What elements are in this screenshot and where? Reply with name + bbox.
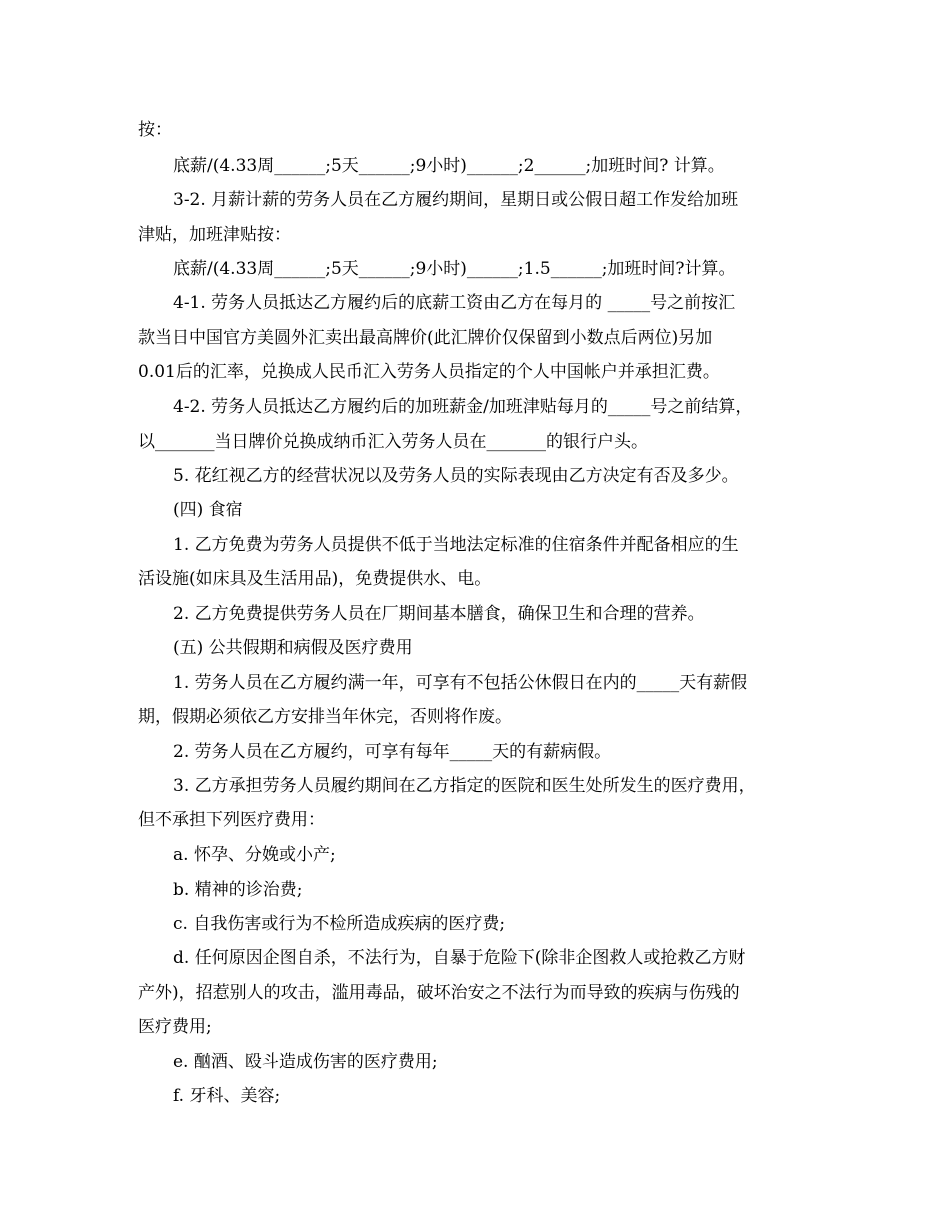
- list-item: c. 自我伤害或行为不检所造成疾病的医疗费;: [173, 914, 506, 934]
- text-line: 3. 乙方承担劳务人员履约期间在乙方指定的医院和医生处所发生的医疗费用，: [173, 776, 756, 796]
- text-line: 2. 乙方免费提供劳务人员在厂期间基本膳食，确保卫生和合理的营养。: [173, 604, 705, 624]
- text-line: 0.01后的汇率，兑换成人民币汇入劳务人员指定的个人中国帐户并承担汇费。: [138, 362, 720, 382]
- text-line: 期，假期必须依乙方安排当年休完，否则将作废。: [138, 707, 512, 727]
- section-heading: (五) 公共假期和病假及医疗费用: [173, 638, 413, 658]
- text-line: 医疗费用;: [138, 1017, 212, 1037]
- list-item: d. 任何原因企图自杀，不法行为，自暴于危险下(除非企图救人或抢救乙方财: [173, 948, 746, 968]
- list-item: f. 牙科、美容;: [173, 1086, 281, 1106]
- text-line: 款当日中国官方美圆外汇卖出最高牌价(此汇牌价仅保留到小数点后两位)另加: [138, 328, 713, 348]
- text-line: 活设施(如床具及生活用品)，免费提供水、电。: [138, 569, 492, 589]
- text-line: 3-2. 月薪计薪的劳务人员在乙方履约期间，星期日或公假日超工作发给加班: [173, 190, 739, 210]
- text-line: 4-2. 劳务人员抵达乙方履约后的加班薪金/加班津贴每月的_____号之前结算，: [173, 397, 753, 417]
- section-heading: (四) 食宿: [173, 500, 243, 520]
- text-line: 按：: [138, 120, 172, 140]
- text-line: 1. 乙方免费为劳务人员提供不低于当地法定标准的住宿条件并配备相应的生: [173, 535, 739, 555]
- text-line: 津贴，加班津贴按：: [138, 225, 291, 245]
- text-line: 5. 花红视乙方的经营状况以及劳务人员的实际表现由乙方决定有否及多少。: [173, 466, 739, 486]
- text-line: 但不承担下列医疗费用：: [138, 810, 325, 830]
- text-line: 底薪/(4.33周______;5天______;9小时)______;2______;加班时间? 计算。: [173, 156, 725, 176]
- text-line: 1. 劳务人员在乙方履约满一年，可享有不包括公休假日在内的_____天有薪假: [173, 673, 748, 693]
- list-item: b. 精神的诊治费;: [173, 880, 303, 900]
- list-item: a. 怀孕、分娩或小产;: [173, 845, 336, 865]
- text-line: 4-1. 劳务人员抵达乙方履约后的底薪工资由乙方在每月的 _____号之前按汇: [173, 293, 736, 313]
- text-line: 底薪/(4.33周______;5天______;9小时)______;1.5______;加班时间?计算。: [173, 259, 736, 279]
- text-line: 以_______当日牌价兑换成纳币汇入劳务人员在_______的银行户头。: [138, 432, 648, 452]
- text-line: 2. 劳务人员在乙方履约，可享有每年_____天的有薪病假。: [173, 742, 612, 762]
- list-item: e. 酗酒、殴斗造成伤害的医疗费用;: [173, 1052, 438, 1072]
- text-line: 产外)，招惹别人的攻击，滥用毒品，破坏治安之不法行为而导致的疾病与伤残的: [138, 983, 740, 1003]
